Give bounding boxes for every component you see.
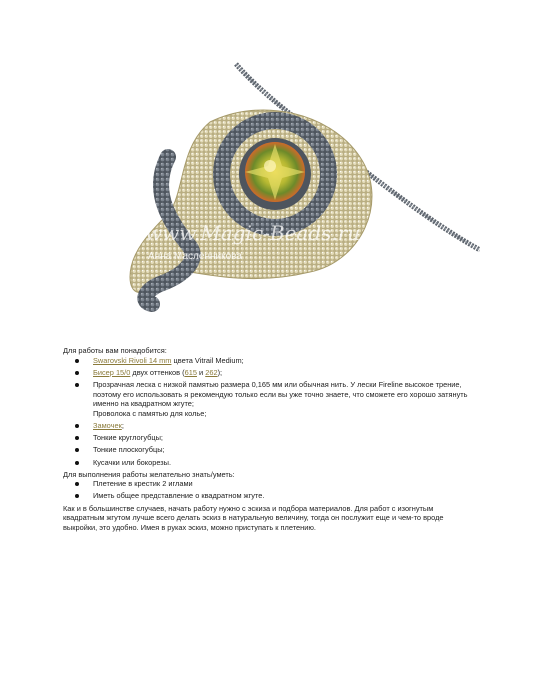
beaded-pendant-image bbox=[60, 62, 480, 344]
author-text: Анна Масленникова bbox=[148, 251, 242, 262]
list-item: Кусачки или бокорезы. bbox=[63, 458, 475, 468]
watermark-text: www.Magic-Beads.ru bbox=[145, 221, 361, 245]
skills-heading: Для выполнения работы желательно знать/уметь: bbox=[63, 469, 235, 479]
list-item: Прозрачная леска с низкой памятью размера 0,165 мм или обычная нить. У лески Fireline высокое трение, поэтому его использовать я рекомендую только если вы уже точно знаете, что сможете его хорошо затянуть именно на квадратном жгуте; Проволока с памятью для колье; bbox=[63, 380, 475, 418]
list-item: Тонкие круглогубцы; bbox=[63, 433, 475, 443]
materials-list bbox=[63, 356, 475, 468]
intro-paragraph: Как и в большинстве случаев, начать работу нужно с эскиза и подбора материалов. Для работ с изогнутым квадратным жгутом лучше всего делать эскиз в натуральную величину, тогда он послужит еще и чем-то вроде выкройки, это удобно. Имея в руках эскиз, можно приступать к плетению. bbox=[63, 503, 444, 532]
list-item: Иметь общее представление о квадратном жгуте. bbox=[63, 491, 475, 501]
material-link[interactable]: Замочек bbox=[93, 420, 122, 430]
article-body bbox=[63, 346, 475, 532]
material-link[interactable]: Swarovski Rivoli 14 mm bbox=[93, 355, 172, 365]
product-photo bbox=[60, 62, 480, 344]
list-item: Замочек; bbox=[63, 421, 475, 431]
list-item: Swarovski Rivoli 14 mm цвета Vitrail Medium; bbox=[63, 356, 475, 366]
material-link[interactable]: Бисер 15/0 bbox=[93, 367, 131, 377]
material-link[interactable]: 615 bbox=[184, 367, 197, 377]
material-link[interactable]: 262 bbox=[205, 367, 218, 377]
list-item: Плетение в крестик 2 иглами bbox=[63, 479, 475, 489]
needs-heading: Для работы вам понадобится: bbox=[63, 346, 167, 355]
list-item: Тонкие плоскогубцы; bbox=[63, 445, 475, 455]
list-item: Бисер 15/0 двух оттенков (615 и 262); bbox=[63, 368, 475, 378]
skills-list bbox=[63, 479, 475, 501]
